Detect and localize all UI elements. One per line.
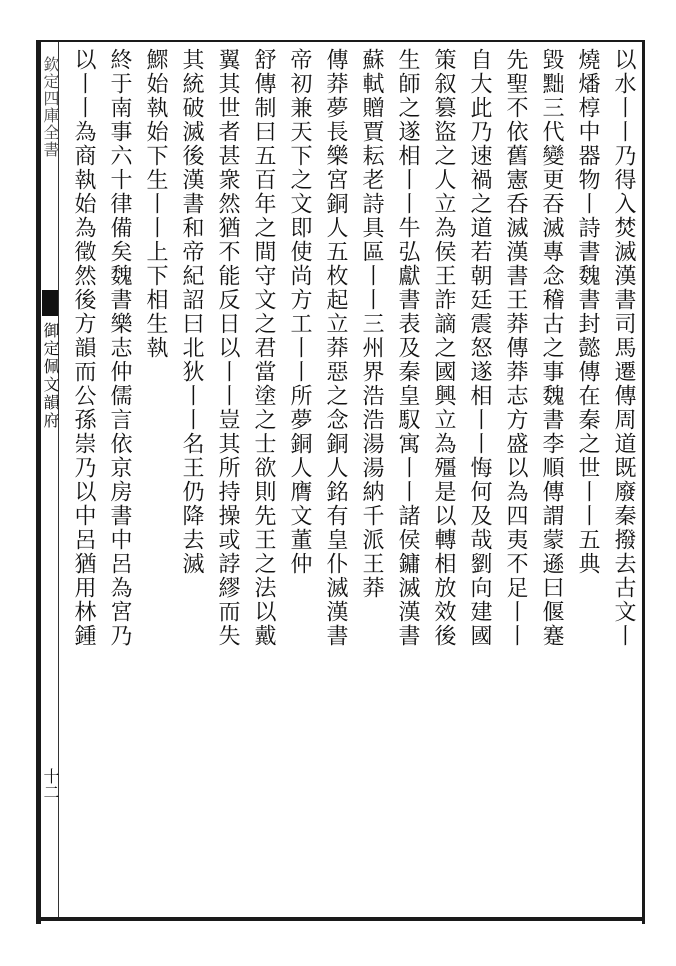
text-column-15: 終于南事六十律備矣魏書樂志仲儒言依京房書中呂為宮乃 — [107, 48, 132, 648]
text-column-7: 生師之遂相丨丨牛弘獻書表及秦皇馭寓丨丨諸侯鏞滅漢書 — [395, 48, 420, 648]
text-column-1: 以水丨丨乃得入焚滅漢書司馬遷傳周道既廢秦撥去古文丨 — [611, 48, 636, 648]
text-column-3: 毀黜三代變更吞滅專念稽古之事魏書李順傳謂蒙遜曰偃蹇 — [539, 48, 564, 648]
fish-tail-mark — [42, 290, 58, 316]
text-column-6: 策叙篡盜之人立為侯王詐謫之國興立為殭是以轉相放效後 — [431, 48, 456, 648]
text-column-12: 翼其世者甚衆然猶不能反日以丨丨豈其所持操或誖繆而失 — [215, 48, 240, 648]
text-column-16: 以丨丨為商執始為徵然後方韻而公孫崇乃以中呂猶用林鍾 — [71, 48, 96, 648]
text-column-13: 其統破滅後漢書和帝紀詔曰北狄丨丨名王仍降去滅 — [179, 48, 204, 576]
text-column-11: 舒傳制曰五百年之間守文之君當塗之士欲則先王之法以戴 — [251, 48, 276, 648]
book-title: 御定佩文韻府 — [41, 322, 60, 430]
text-column-5: 自大此乃速禍之道若朝廷震怒遂相丨丨悔何及哉劉向建國 — [467, 48, 492, 648]
main-text — [64, 48, 638, 910]
text-column-4: 先聖不依舊憲呑滅漢書王莽傳莽志方盛以為四夷不足丨丨 — [503, 48, 528, 648]
margin-strip — [41, 42, 59, 917]
edition-title: 欽定四庫全書 — [41, 56, 60, 158]
text-column-14: 鰥始執始下生丨丨上下相生執 — [143, 48, 168, 360]
frame-top-rule — [36, 40, 645, 42]
text-column-2: 燒燔椁中器物丨詩書魏書封懿傳在秦之世丨丨五典 — [575, 48, 600, 576]
frame-right-rule — [642, 40, 645, 924]
text-column-8: 蘇軾贈賈耘老詩具區丨丨三州界浩浩湯湯納千派王莽 — [359, 48, 384, 600]
frame-bottom-rule — [36, 917, 645, 921]
page-number: 十二 — [41, 768, 60, 800]
text-column-10: 帝初兼天下之文即使尚方工丨丨所夢銅人膺文董仲 — [287, 48, 312, 576]
text-column-9: 傳莽夢長樂宮銅人五枚起立莽惡之念銅人銘有皇仆滅漢書 — [323, 48, 348, 648]
